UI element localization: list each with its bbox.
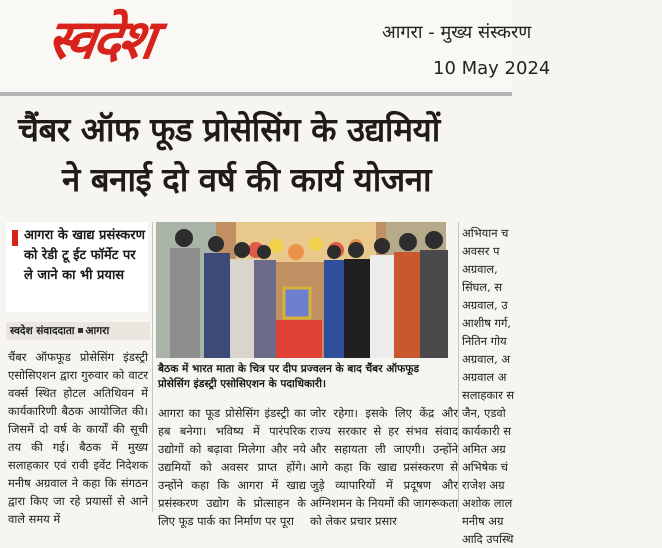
edition-label: आगरा - मुख्य संस्करण xyxy=(382,22,532,43)
column-4-line: सिंघल, स xyxy=(462,280,503,294)
newspaper-logo: स्वदेश xyxy=(43,8,157,71)
column-4-line: अवसर प xyxy=(462,244,500,258)
summary-box xyxy=(6,222,148,312)
byline-author: स्वदेश संवाददाता xyxy=(10,325,75,337)
article-column-1: चैंबर ऑफफूड प्रोसेसिंग इंडस्ट्री एसोसिएशन द्वारा गुरुवार को वाटर वर्क्स स्थित होटल अतिथिवन में कार्यकारिणी बैठक आयोजित की। जिसमें दो वर्ष के कार्यों की सूची तय की गई। बैठक में मुख्य सलाहकार एवं रावी इवेंट निदेशक मनीष अग्रवाल ने कहा कि संगठन द्वारा किए जा रहे प्रयासों से आने वाले समय में xyxy=(8,350,148,526)
summary-text: आगरा के खाद्य प्रसंस्करण को रेडी टू ईट फॉर्मेट पर ले जाने का भी प्रयास xyxy=(24,228,145,283)
publication-date: 10 May 2024 xyxy=(433,58,551,79)
headline-line-2: ने बनाई दो वर्ष की कार्य योजना xyxy=(62,160,432,199)
article-column-3: जोर रहेगा। इसके लिए केंद्र और राज्य सरकार से हर संभव संवाद और सहायता ली जाएगी। उन्होंने आगे कहा कि खाद्य प्रसंस्करण से जुड़े व्यापारियों में प्रदूषण और अग्निशमन के नियमों की जागरूकता को लेकर प्रचार प्रसार xyxy=(310,406,458,528)
column-4-line: मनीष अग्र xyxy=(462,514,504,528)
column-4-line: जैन, एडवो xyxy=(462,406,506,420)
column-4-line: आशीष गर्ग, xyxy=(462,316,511,330)
column-4-line: नितिन गोय xyxy=(462,334,507,348)
column-4-line: अग्रवाल, उ xyxy=(462,298,508,312)
column-4-line: अशोक लाल xyxy=(462,496,513,510)
masthead xyxy=(0,0,551,92)
column-4-line: अग्रवाल, xyxy=(462,262,498,276)
red-marker-icon xyxy=(12,230,18,246)
group-photo-image xyxy=(156,222,446,358)
column-4-line: अभियान च xyxy=(462,226,509,240)
column-4-line: सलाहकार स xyxy=(462,388,515,402)
byline-city: आगरा xyxy=(85,325,110,337)
byline xyxy=(6,322,150,340)
column-divider xyxy=(458,222,459,512)
column-4-line: राजेश अग्र xyxy=(462,478,505,492)
column-4-line: अग्रवाल, अ xyxy=(462,352,511,366)
column-divider xyxy=(152,222,153,512)
headline-line-1: चैंबर ऑफ फूड प्रोसेसिंग के उद्यमियों xyxy=(18,110,440,149)
article-column-4 xyxy=(462,224,515,548)
column-4-line: कार्यकारी स xyxy=(462,424,511,438)
column-4-line: अभिषेक चं xyxy=(462,460,508,474)
square-bullet-icon xyxy=(78,328,83,333)
column-4-line: अमित अग्र xyxy=(462,442,506,456)
masthead-divider xyxy=(0,92,512,96)
photo-caption: बैठक में भारत माता के चित्र पर दीप प्रज्वलन के बाद चैंबर ऑफफूड प्रोसेसिंग इंडस्ट्री एसोसिएशन के पदाधिकारी। xyxy=(158,363,420,390)
event-photo xyxy=(156,222,446,358)
article-column-2: आगरा का फूड प्रोसेसिंग इंडस्ट्री का हब बनेगा। भविष्य में पारंपरिक उद्योगों को बढ़ावा मिलेगा और नये उद्यमियों को अवसर प्राप्त होंगे। उन्होंने कहा कि आगरा में खाद्य प्रसंस्करण उद्योग के प्रोत्साहन के लिए फूड पार्क का निर्माण पर पूरा xyxy=(158,406,306,528)
column-4-line: आदि उपस्थि xyxy=(462,532,514,546)
column-4-line: अग्रवाल अ xyxy=(462,370,507,384)
